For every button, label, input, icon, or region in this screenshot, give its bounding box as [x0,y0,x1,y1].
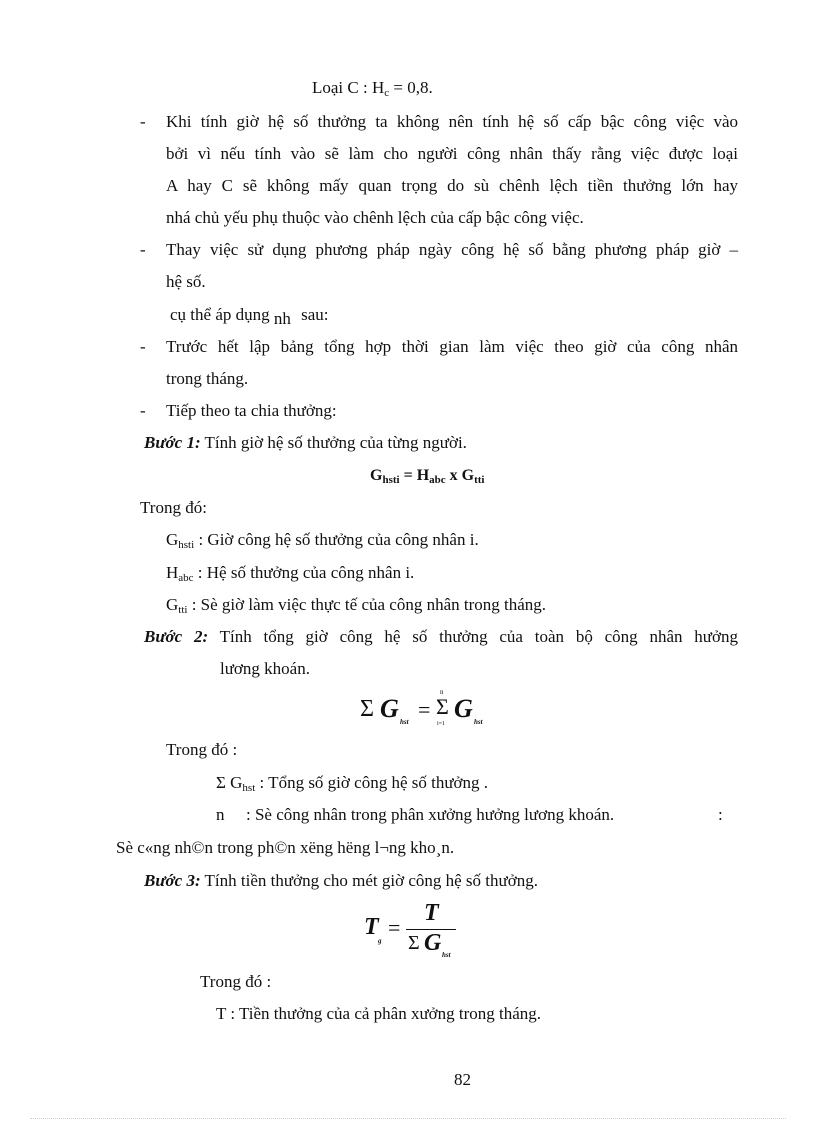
eq2-sub-right: hst [474,718,483,726]
def-sum-ghst-symbol: Σ G [216,773,243,792]
definition-sum-ghst [216,773,488,793]
eq3-den-g: G [424,930,442,956]
def-ghsti-sub: hsti [178,539,195,551]
definition-ghsti [166,530,479,550]
step-2 [144,627,738,647]
eq2-g-right: G [454,694,473,723]
step-1-text: Tính giờ hệ số thưởng của từng người. [200,433,467,452]
apply-text-a: cụ thể áp dụng [170,305,274,324]
eq1-eq-h: = H [399,467,430,484]
equation-1 [370,466,484,486]
definition-n-text: : Sè công nhân trong phân xưởng hưởng lương khoán. [246,805,615,824]
def-habc-text: : Hệ số thưởng của công nhân i. [193,563,415,582]
where-heading-2: Trong đó : [166,740,238,759]
definition-n-symbol: n [216,805,225,824]
eq1-x-g: x G [445,467,475,484]
type-c-line [312,78,433,98]
eq1-g: G [370,467,383,484]
step-1-label: Bước 1: [144,433,201,452]
def-ghsti-symbol: G [166,530,179,549]
eq2-sub: hst [400,718,409,726]
def-sum-ghst-sub: hst [242,782,256,794]
paragraph-1-line-1: Khi tính giờ hệ số thưởng ta không nên tính hệ số cấp bậc công việc vào [166,112,738,131]
step-3-text: Tính tiền thưởng cho mét giờ công hệ số thưởng. [200,871,538,890]
paragraph-1-line-4: nhá chủ yếu phụ thuộc vào chênh lệch của cấp bậc công việc. [166,208,584,227]
definition-t: T : Tiền thưởng của cả phân xưởng trong tháng. [216,1004,542,1023]
equation-2 [358,688,498,734]
where-heading-1: Trong đó: [140,498,207,517]
def-habc-symbol: H [166,563,179,582]
def-ghsti-text: : Giờ công hệ số thưởng của công nhân i. [194,530,479,549]
type-c-value: = 0,8. [389,78,433,97]
def-habc-sub: abc [178,572,194,584]
page-bottom-rule [30,1118,786,1119]
eq2-sum-lower: i=1 [437,721,446,727]
paragraph-1-line-2: bởi vì nếu tính vào sẽ làm cho người công nhân thấy rằng việc được loại [166,144,738,163]
definition-n-colon: : [718,805,723,824]
eq3-sub: g [378,937,382,945]
eq3-den-sigma: Σ [408,932,420,954]
eq2-g: G [380,694,399,723]
eq3-equals: = [388,915,401,940]
def-gtti-symbol: G [166,595,179,614]
def-gtti-text: : Sè giờ làm việc thực tế của công nhân trong tháng. [187,595,547,614]
eq2-sigma: Σ [360,696,374,722]
def-gtti-sub: tti [178,604,188,616]
apply-line [170,305,329,328]
step-3-label: Bước 3: [144,871,201,890]
bullet-dash: - [140,112,146,131]
paragraph-1-line-3: A hay C sẽ không mấy quan trọng do sù chênh lệch tiền thưởng lớn hay [166,176,738,195]
eq1-abc-sub: abc [429,474,446,486]
bullet-dash: - [140,337,146,356]
paragraph-2-line-1: Thay việc sử dụng phương pháp ngày công hệ số bằng phương pháp giờ – [166,240,738,259]
type-c-label: Loại C : H [312,78,385,97]
eq1-tti-sub: tti [474,474,485,486]
step-2-label: Bước 2: [144,627,209,646]
definition-habc [166,563,414,583]
apply-text-b: nh [273,309,291,328]
eq2-equals: = [418,697,431,722]
where-heading-3: Trong đó : [200,972,272,991]
def-sum-ghst-text: : Tổng số giờ công hệ số thưởng . [255,773,489,792]
eq3-t: T [364,914,379,940]
step-2-text: Tính tổng giờ công hệ số thưởng của toàn bộ công nhân hưởng [208,627,738,646]
apply-text-c: sau: [296,305,329,324]
bullet-dash: - [140,401,146,420]
garbled-line: Sè c«ng nh©n trong ph©n xëng hëng l¬ng kho¸n. [116,838,455,857]
type-c-sub: c [384,87,390,99]
eq3-den-sub: hst [442,951,451,959]
eq3-numerator: T [424,900,439,926]
step-1 [144,433,467,453]
step-3 [144,871,538,891]
eq2-sum-upper: n [440,688,444,696]
bullet-dash: - [140,240,146,259]
paragraph-4: Tiếp theo ta chia thưởng: [166,401,337,420]
paragraph-3-line-1: Trước hết lập bảng tổng hợp thời gian làm việc theo giờ của công nhân [166,337,738,356]
paragraph-2-line-2: hệ số. [166,272,206,291]
step-2-line-2: lương khoán. [220,659,310,678]
equation-3 [362,900,472,964]
paragraph-3-line-2: trong tháng. [166,369,249,388]
page-number: 82 [454,1070,471,1089]
eq1-hsti-sub: hsti [382,474,400,486]
eq2-sum-sigma: Σ [436,694,449,719]
definition-gtti [166,595,546,615]
